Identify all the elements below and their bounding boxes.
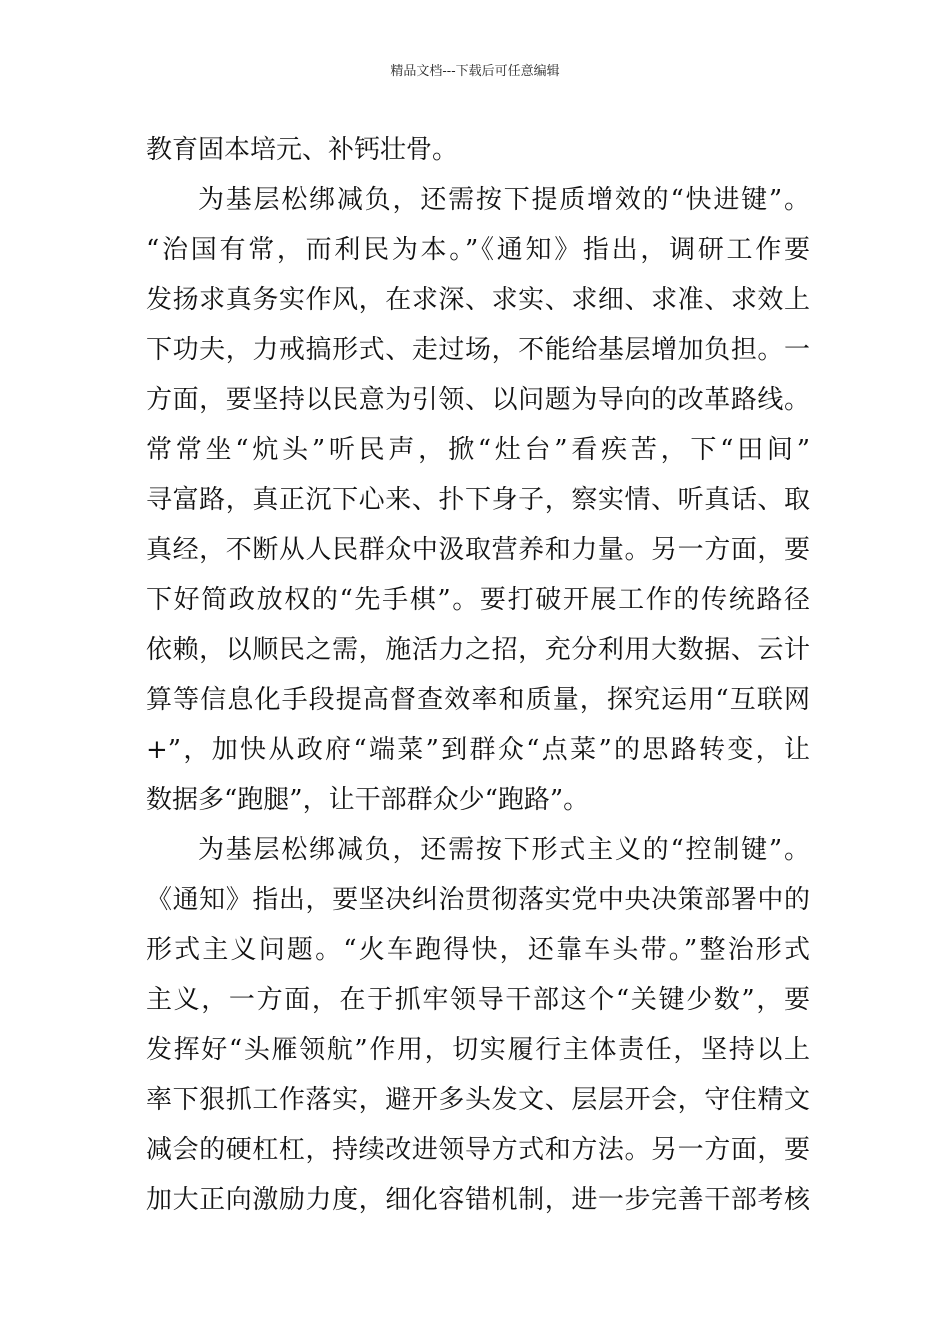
text-line: 下功夫，力戒搞形式、走过场，不能给基层增加负担。一 <box>146 335 810 365</box>
text-line: 主义，一方面，在于抓牢领导干部这个“关键少数”，要 <box>146 985 810 1015</box>
text-line: 加大正向激励力度，细化容错机制，进一步完善干部考核 <box>146 1185 810 1215</box>
text-line: 下好简政放权的“先手棋”。要打破开展工作的传统路径 <box>146 585 810 615</box>
text-line: 率下狠抓工作落实，避开多头发文、层层开会，守住精文 <box>146 1085 810 1115</box>
text-line: 真经，不断从人民群众中汲取营养和力量。另一方面，要 <box>146 535 810 565</box>
text-line: 为基层松绑减负，还需按下形式主义的“控制键”。 <box>198 835 810 865</box>
text-line: 减会的硬杠杠，持续改进领导方式和方法。另一方面，要 <box>146 1135 810 1165</box>
text-line: 寻富路，真正沉下心来、扑下身子，察实情、听真话、取 <box>146 485 810 515</box>
text-line: 发挥好“头雁领航”作用，切实履行主体责任，坚持以上 <box>146 1035 810 1065</box>
document-body <box>146 125 810 1225</box>
text-line: 《通知》指出，要坚决纠治贯彻落实党中央决策部署中的 <box>146 885 810 915</box>
text-line: 依赖，以顺民之需，施活力之招，充分利用大数据、云计 <box>146 635 810 665</box>
text-line: +”，加快从政府“端菜”到群众“点菜”的思路转变，让 <box>146 735 810 765</box>
text-line: 为基层松绑减负，还需按下提质增效的“快进键”。 <box>198 185 810 215</box>
text-line: 方面，要坚持以民意为引领、以问题为导向的改革路线。 <box>146 385 810 415</box>
text-line: 算等信息化手段提高督查效率和质量，探究运用“互联网 <box>146 685 810 715</box>
text-line: “治国有常，而利民为本。”《通知》指出，调研工作要 <box>146 235 810 265</box>
text-line: 教育固本培元、补钙壮骨。 <box>146 135 459 165</box>
page-header: 精品文档---下载后可任意编辑 <box>390 64 560 79</box>
text-line: 常常坐“炕头”听民声，掀“灶台”看疾苦，下“田间” <box>146 435 810 465</box>
text-line: 形式主义问题。“火车跑得快，还靠车头带。”整治形式 <box>146 935 810 965</box>
text-line: 数据多“跑腿”，让干部群众少“跑路”。 <box>146 785 590 815</box>
text-line: 发扬求真务实作风，在求深、求实、求细、求准、求效上 <box>146 285 810 315</box>
